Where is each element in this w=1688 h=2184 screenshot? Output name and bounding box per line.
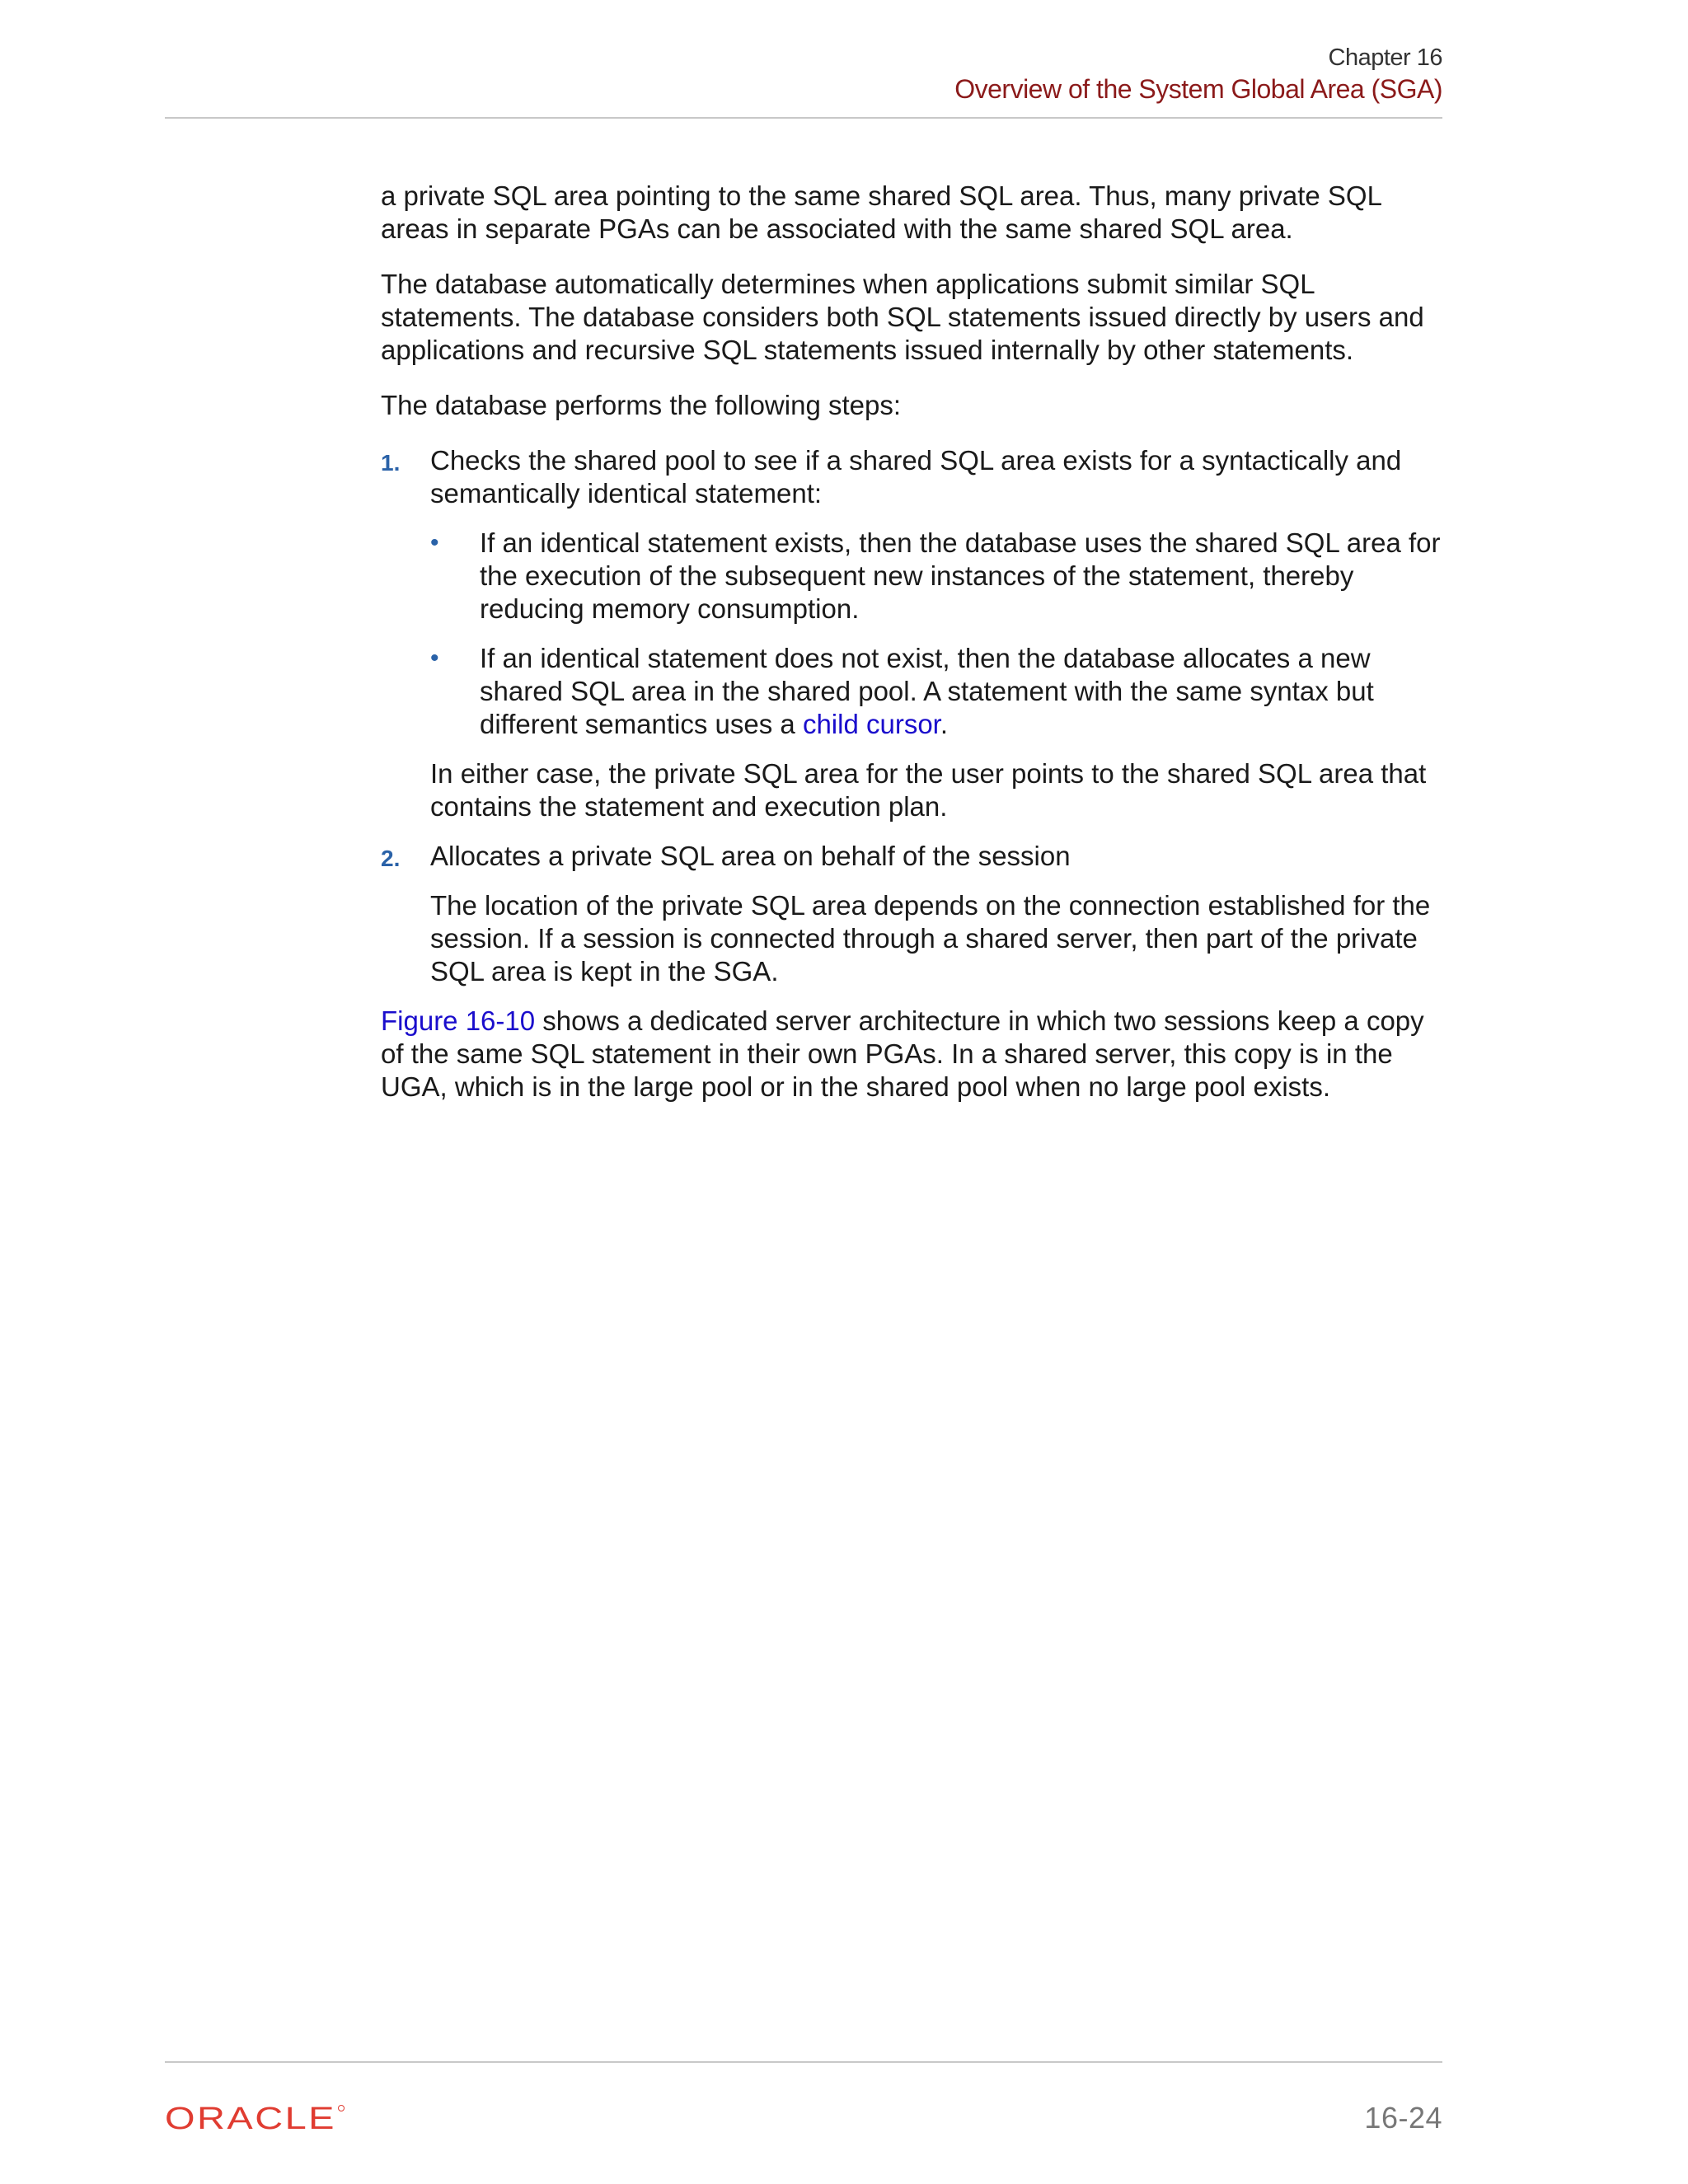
figure-link[interactable]: Figure 16-10 <box>381 1005 536 1036</box>
section-title: Overview of the System Global Area (SGA) <box>954 74 1442 104</box>
paragraph: The database automatically determines when applications submit similar SQL statements. The database considers both SQL statements issued directly by users and applications and recursive SQL statements issued internally by other statements. <box>381 269 1424 365</box>
step-text: Checks the shared pool to see if a shared SQL area exists for a syntactically and semantically identical statement: <box>430 445 1402 509</box>
chapter-label: Chapter 16 <box>1328 45 1442 71</box>
bullet-item <box>430 527 1444 626</box>
paragraph: a private SQL area pointing to the same shared SQL area. Thus, many private SQL areas in separate PGAs can be associated with the same shared SQL area. <box>381 180 1381 244</box>
page-number: 16-24 <box>1364 2101 1442 2135</box>
registered-mark-icon <box>339 2106 345 2111</box>
bullet-text: If an identical statement does not exist, then the database allocates a new shared SQL area in the shared pool. A statement with the same syntax but different semantics uses a <box>480 643 1374 739</box>
step-number: 1. <box>381 450 401 476</box>
main-content <box>381 180 1444 1126</box>
footer-divider <box>165 2061 1442 2063</box>
child-cursor-link[interactable]: child cursor <box>802 709 940 739</box>
bullet-icon: • <box>430 529 439 556</box>
step-note: In either case, the private SQL area for the user points to the shared SQL area that contains the statement and execution plan. <box>430 758 1427 822</box>
bullet-text-end: . <box>940 709 949 739</box>
oracle-logo-text: ORACLE <box>165 2103 336 2133</box>
bullet-item <box>430 642 1444 741</box>
paragraph-text: shows a dedicated server architecture in which two sessions keep a copy of the same SQL statement in their own PGAs. In a shared server, this copy is in the UGA, which is in the large pool or in the shared pool when no large pool exists. <box>381 1005 1424 1102</box>
header-divider <box>165 117 1442 119</box>
paragraph <box>381 1005 1444 1104</box>
paragraph: The database performs the following steps: <box>381 390 902 420</box>
step-note: The location of the private SQL area depends on the connection established for the session. If a session is connected through a shared server, then part of the private SQL area is kept in the SGA. <box>430 890 1431 987</box>
page-header <box>954 43 1442 105</box>
step-item <box>381 444 1444 823</box>
step-text: Allocates a private SQL area on behalf of the session <box>430 841 1071 871</box>
step-item <box>381 840 1444 988</box>
bullet-icon: • <box>430 644 439 672</box>
oracle-logo <box>165 2103 346 2133</box>
step-number: 2. <box>381 846 401 871</box>
bullet-text: If an identical statement exists, then the database uses the shared SQL area for the execution of the subsequent new instances of the statement, thereby reducing memory consumption. <box>480 527 1441 624</box>
